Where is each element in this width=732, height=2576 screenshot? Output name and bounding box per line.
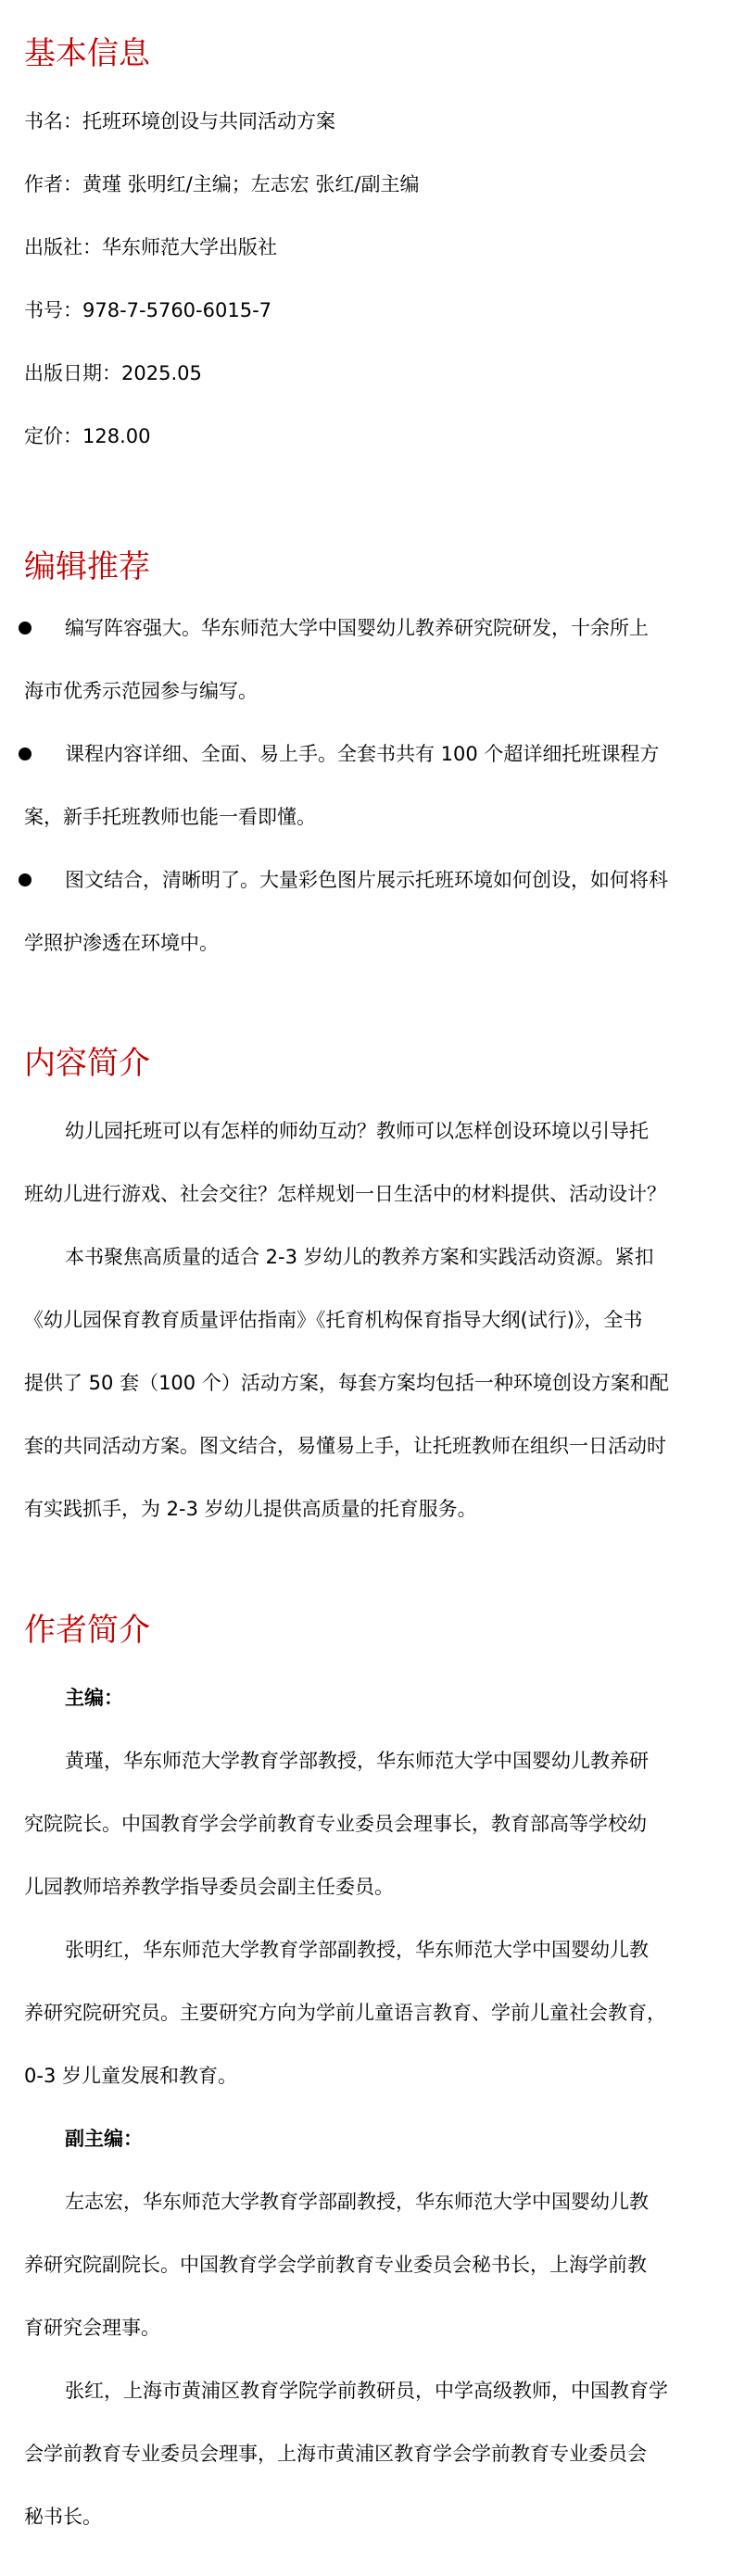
chief-editor-label: 主编： — [65, 1687, 123, 1709]
author-line: 作者：黄瑾 张明红/主编；左志宏 张红/副主编 — [24, 173, 420, 195]
basic-info-heading: 基本信息 — [24, 35, 150, 72]
isbn-line: 书号：978-7-5760-6015-7 — [24, 299, 272, 321]
author-bio-line: 养研究院研究员。主要研究方向为学前儿童语言教育、学前儿童社会教育， — [24, 2002, 666, 2024]
deputy-editor-label: 副主编： — [65, 2128, 143, 2150]
authors-heading: 作者简介 — [24, 1612, 150, 1649]
bullet-icon — [19, 873, 32, 886]
summary-line: 《幼儿园保育教育质量评估指南》《托育机构保育指导大纲(试行)》，全书 — [24, 1309, 643, 1331]
author-bio-line: 秘书长。 — [24, 2506, 102, 2528]
publisher-line: 出版社：华东师范大学出版社 — [24, 236, 277, 258]
recommend-item-1-line-1: 编写阵容强大。华东师范大学中国婴幼儿教养研究院研发，十余所上 — [65, 617, 649, 639]
summary-line: 幼儿园托班可以有怎样的师幼互动？教师可以怎样创设环境以引导托 — [65, 1120, 649, 1142]
summary-line: 有实践抓手，为 2-3 岁幼儿提供高质量的托育服务。 — [24, 1498, 477, 1520]
author-bio-line: 会学前教育专业委员会理事，上海市黄浦区教育学会学前教育专业委员会 — [24, 2443, 647, 2465]
bullet-icon — [19, 622, 32, 635]
recommend-item-2-line-2: 案，新手托班教师也能一看即懂。 — [24, 806, 316, 828]
summary-line: 本书聚焦高质量的适合 2-3 岁幼儿的教养方案和实践活动资源。紧扣 — [65, 1246, 654, 1268]
author-bio-line: 黄瑾，华东师范大学教育学部教授，华东师范大学中国婴幼儿教养研 — [65, 1750, 649, 1772]
recommend-heading: 编辑推荐 — [24, 548, 150, 585]
author-bio-line: 育研究会理事。 — [24, 2317, 160, 2339]
author-bio-line: 儿园教师培养教学指导委员会副主任委员。 — [24, 1876, 394, 1898]
summary-heading: 内容简介 — [24, 1045, 150, 1082]
recommend-item-2-line-1: 课程内容详细、全面、易上手。全套书共有 100 个超详细托班课程方 — [65, 743, 660, 765]
recommend-item-3-line-2: 学照护渗透在环境中。 — [24, 932, 219, 954]
author-bio-line: 究院院长。中国教育学会学前教育专业委员会理事长，教育部高等学校幼 — [24, 1813, 647, 1835]
author-bio-line: 0-3 岁儿童发展和教育。 — [24, 2065, 237, 2087]
author-bio-line: 左志宏，华东师范大学教育学部副教授，华东师范大学中国婴幼儿教 — [65, 2191, 649, 2213]
recommend-item-1-line-2: 海市优秀示范园参与编写。 — [24, 680, 258, 702]
bullet-icon — [19, 748, 32, 760]
summary-line: 套的共同活动方案。图文结合，易懂易上手，让托班教师在组织一日活动时 — [24, 1435, 666, 1457]
book-title-line: 书名：托班环境创设与共同活动方案 — [24, 110, 335, 132]
summary-line: 提供了 50 套（100 个）活动方案，每套方案均包括一种环境创设方案和配 — [24, 1372, 669, 1394]
summary-line: 班幼儿进行游戏、社会交往？怎样规划一日生活中的材料提供、活动设计？ — [24, 1183, 666, 1205]
author-bio-line: 张红，上海市黄浦区教育学院学前教研员，中学高级教师，中国教育学 — [65, 2380, 668, 2402]
recommend-item-3-line-1: 图文结合，清晰明了。大量彩色图片展示托班环境如何创设，如何将科 — [65, 869, 668, 891]
author-bio-line: 张明红，华东师范大学教育学部副教授，华东师范大学中国婴幼儿教 — [65, 1939, 649, 1961]
author-bio-line: 养研究院副院长。中国教育学会学前教育专业委员会秘书长，上海学前教 — [24, 2254, 647, 2276]
pub-date-line: 出版日期：2025.05 — [24, 362, 202, 384]
price-line: 定价：128.00 — [24, 425, 151, 447]
